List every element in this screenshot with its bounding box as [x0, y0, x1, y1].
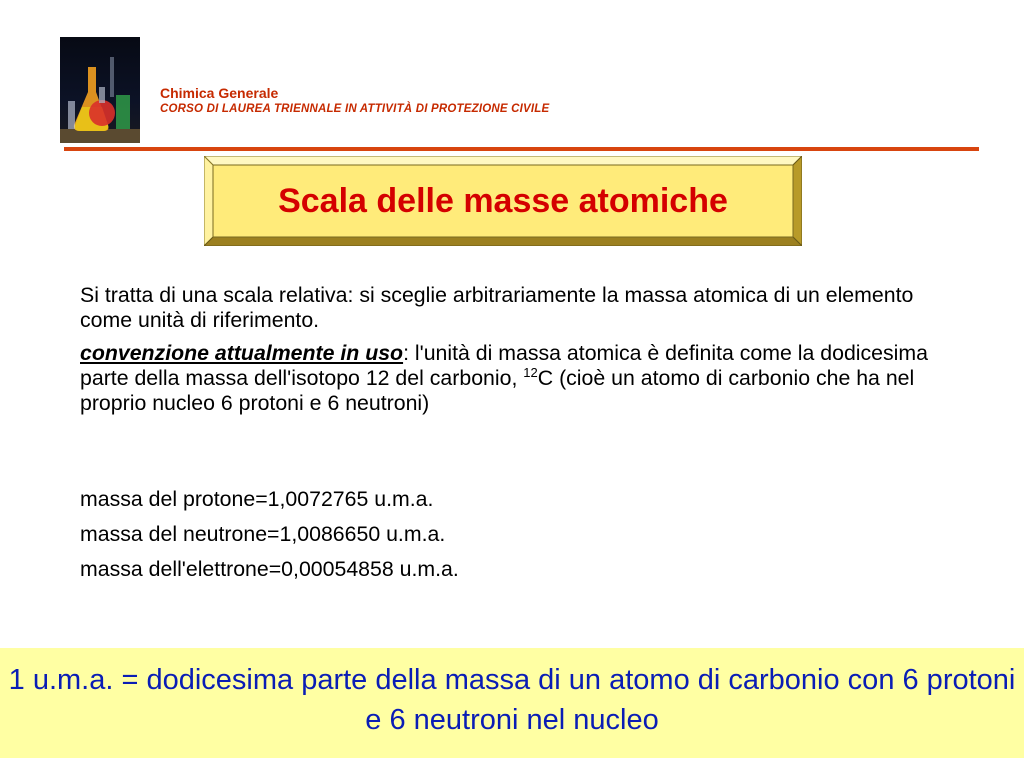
mass-proton: massa del protone=1,0072765 u.m.a. — [80, 487, 434, 511]
course-subtitle: CORSO DI LAUREA TRIENNALE IN ATTIVITÀ DI PROTEZIONE CIVILE — [160, 103, 550, 115]
amu-definition: 1 u.m.a. = dodicesima parte della massa di un atomo di carbonio con 6 protoni e 6 neutroni nel nucleo — [8, 664, 1016, 736]
paragraph-convention — [80, 341, 960, 416]
body-text — [80, 283, 960, 416]
convention-text-part1: : l'unità di massa atomica è definita come la dodicesima parte della massa dell'isotopo 12 del carbonio, — [80, 341, 928, 390]
mass-electron: massa dell'elettrone=0,00054858 u.m.a. — [80, 557, 459, 581]
mass-neutron: massa del neutrone=1,0086650 u.m.a. — [80, 522, 446, 546]
mass-list — [80, 487, 459, 592]
course-title: Chimica Generale — [160, 85, 279, 101]
slide-title-box — [204, 156, 802, 246]
header-divider — [64, 147, 979, 151]
convention-text-part2: C (cioè un atomo di carbonio che ha nel proprio nucleo 6 protoni e 6 neutroni) — [80, 366, 915, 415]
convention-label: convenzione attualmente in uso — [80, 341, 404, 365]
slide-title: Scala delle masse atomiche — [278, 181, 728, 220]
chemistry-glassware-icon — [60, 37, 140, 143]
paragraph-scale: Si tratta di una scala relativa: si sceglie arbitrariamente la massa atomica di un elemento come unità di riferimento. — [80, 283, 914, 332]
isotope-superscript: 12 — [523, 364, 538, 380]
